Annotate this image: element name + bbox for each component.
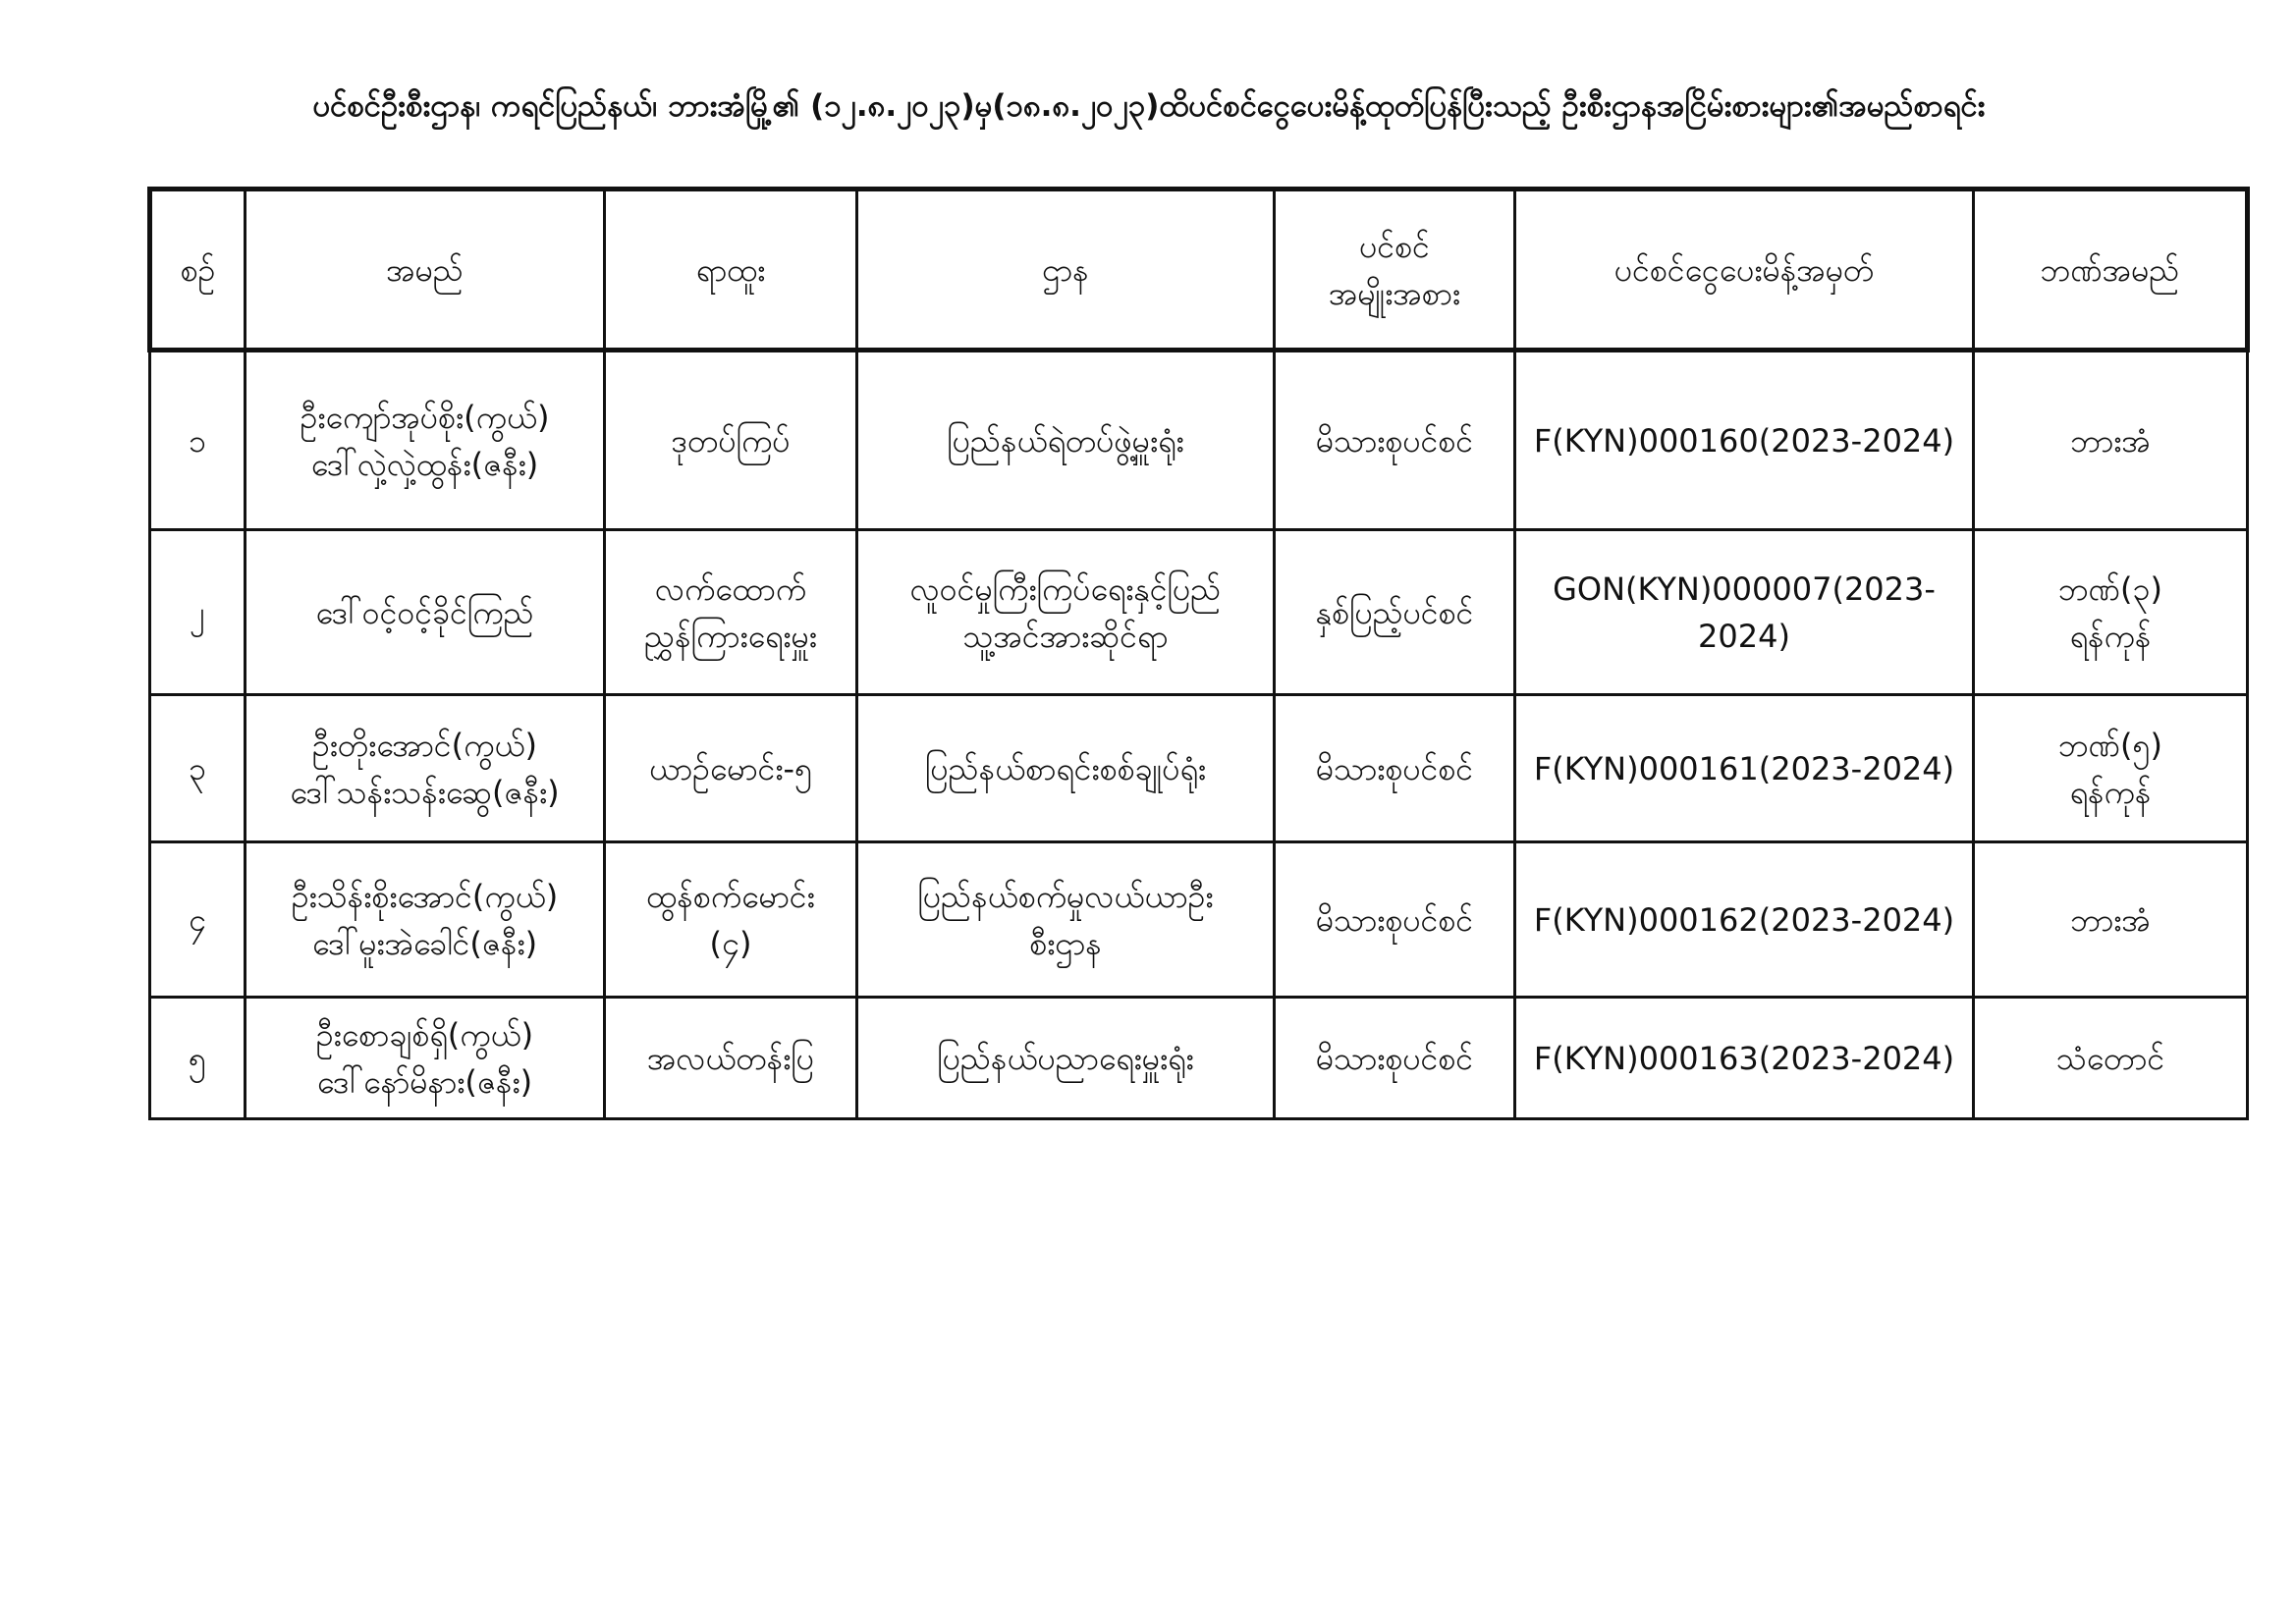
cell-bank <box>1974 842 2248 998</box>
cell-rank-line-2: (၄) <box>709 924 752 962</box>
cell-name-line-1: ဒေါ်ဝင့်ဝင့်ခိုင်ကြည် <box>315 593 534 631</box>
cell-department-line-2: သူ့အင်အားဆိုင်ရာ <box>962 617 1169 655</box>
cell-bank-line-1: ဘဏ်(၅) <box>2057 726 2163 764</box>
cell-name-line-2: ဒေါ်လှဲ့လှဲ့ထွန်း(ဇနီး) <box>310 445 539 483</box>
cell-bank-line-1: ဘားအံ <box>2070 900 2151 939</box>
cell-name-line-1: ဦးကျော်အုပ်စိုး(ကွယ်) <box>300 398 550 436</box>
cell-order-no: F(KYN)000162(2023-2024) <box>1515 842 1974 998</box>
header-order-no: ပင်စင်ငွေပေးမိန့်အမှတ် <box>1515 189 1974 351</box>
cell-department-line-1: ပြည်နယ်ပညာရေးမှူးရုံး <box>937 1039 1194 1077</box>
cell-no: ၅ <box>150 998 246 1119</box>
header-bank: ဘဏ်အမည် <box>1974 189 2248 351</box>
table-row <box>150 842 2248 998</box>
table-row <box>150 530 2248 695</box>
document-title: ပင်စင်ဦးစီးဌာန၊ ကရင်ပြည်နယ်၊ ဘားအံမြို့၏ (၁၂.၈.၂၀၂၃)မှ(၁၈.၈.၂၀၂၃)ထိပင်စင်ငွေပေးမိန့်ထုတ်ပြန်ပြီးသည့် ဦးစီးဌာနအငြိမ်းစားများ၏အမည်စာရင်း <box>312 88 1986 124</box>
cell-pension-type: မိသားစုပင်စင် <box>1275 695 1515 842</box>
cell-bank-line-2: ရန်ကုန် <box>2069 773 2152 811</box>
cell-no: ၁ <box>150 351 246 530</box>
table-header-row <box>150 189 2248 351</box>
cell-department-line-1: ပြည်နယ်စက်မှုလယ်ယာဦး <box>917 877 1214 915</box>
cell-rank-line-1: အလယ်တန်းပြ <box>647 1039 814 1077</box>
cell-pension-type: နှစ်ပြည့်ပင်စင် <box>1275 530 1515 695</box>
cell-name <box>246 530 605 695</box>
cell-name-line-2: ဒေါ်သန်းသန်းဆွေ(ဇနီး) <box>290 773 560 811</box>
cell-department <box>857 842 1275 998</box>
cell-name-line-1: ဦးတိုးအောင်(ကွယ်) <box>312 726 537 764</box>
cell-no: ၃ <box>150 695 246 842</box>
cell-name <box>246 842 605 998</box>
header-no: စဉ် <box>150 189 246 351</box>
cell-name-line-2: ဒေါ်နော်မိနား(ဇနီး) <box>316 1062 533 1101</box>
table-row <box>150 351 2248 530</box>
cell-no: ၄ <box>150 842 246 998</box>
cell-department <box>857 998 1275 1119</box>
cell-rank-line-1: ယာဉ်မောင်း-၅ <box>648 749 813 787</box>
cell-order-no: F(KYN)000161(2023-2024) <box>1515 695 1974 842</box>
cell-bank <box>1974 351 2248 530</box>
cell-order-no: GON(KYN)000007(2023-2024) <box>1515 530 1974 695</box>
cell-rank <box>605 351 857 530</box>
cell-pension-type: မိသားစုပင်စင် <box>1275 351 1515 530</box>
cell-department-line-1: ပြည်နယ်ရဲတပ်ဖွဲ့မှူးရုံး <box>947 421 1184 460</box>
cell-pension-type: မိသားစုပင်စင် <box>1275 842 1515 998</box>
cell-pension-type: မိသားစုပင်စင် <box>1275 998 1515 1119</box>
cell-rank <box>605 695 857 842</box>
cell-rank-line-1: ထွန်စက်မောင်း <box>646 877 815 915</box>
cell-rank-line-2: ညွှန်ကြားရေးမှူး <box>644 617 817 655</box>
cell-name <box>246 998 605 1119</box>
cell-rank-line-1: လက်ထောက် <box>654 569 807 608</box>
cell-bank <box>1974 695 2248 842</box>
cell-bank-line-1: ဘားအံ <box>2070 421 2151 460</box>
cell-rank <box>605 530 857 695</box>
cell-department-line-2: စီးဌာန <box>1029 924 1102 962</box>
cell-rank <box>605 842 857 998</box>
cell-department <box>857 351 1275 530</box>
header-pension-type-line-1: ပင်စင် <box>1359 227 1430 265</box>
table-row <box>150 998 2248 1119</box>
cell-name-line-1: ဦးစောချစ်ရှိ(ကွယ်) <box>315 1015 534 1054</box>
cell-department-line-1: လူဝင်မှုကြီးကြပ်ရေးနှင့်ပြည် <box>909 569 1222 608</box>
cell-name <box>246 351 605 530</box>
header-pension-type <box>1275 189 1515 351</box>
table-row <box>150 695 2248 842</box>
cell-bank-line-1: ဘဏ်(၃) <box>2057 569 2163 608</box>
header-name: အမည် <box>246 189 605 351</box>
cell-bank <box>1974 530 2248 695</box>
cell-name-line-2: ဒေါ်မူးအဲခေါင်(ဇနီး) <box>311 924 538 962</box>
header-department: ဌာန <box>857 189 1275 351</box>
cell-no: ၂ <box>150 530 246 695</box>
cell-department-line-1: ပြည်နယ်စာရင်းစစ်ချုပ်ရုံး <box>925 749 1206 787</box>
cell-bank <box>1974 998 2248 1119</box>
cell-bank-line-1: သံတောင် <box>2055 1039 2165 1077</box>
header-pension-type-line-2: အမျိုးအစား <box>1328 274 1461 312</box>
pension-table <box>147 187 2250 1120</box>
cell-order-no: F(KYN)000163(2023-2024) <box>1515 998 1974 1119</box>
header-rank: ရာထူး <box>605 189 857 351</box>
cell-name <box>246 695 605 842</box>
cell-rank <box>605 998 857 1119</box>
cell-name-line-1: ဦးသိန်းစိုးအောင်(ကွယ်) <box>291 877 559 915</box>
cell-bank-line-2: ရန်ကုန် <box>2069 617 2152 655</box>
cell-department <box>857 695 1275 842</box>
cell-order-no: F(KYN)000160(2023-2024) <box>1515 351 1974 530</box>
cell-department <box>857 530 1275 695</box>
cell-rank-line-1: ဒုတပ်ကြပ် <box>671 421 791 460</box>
